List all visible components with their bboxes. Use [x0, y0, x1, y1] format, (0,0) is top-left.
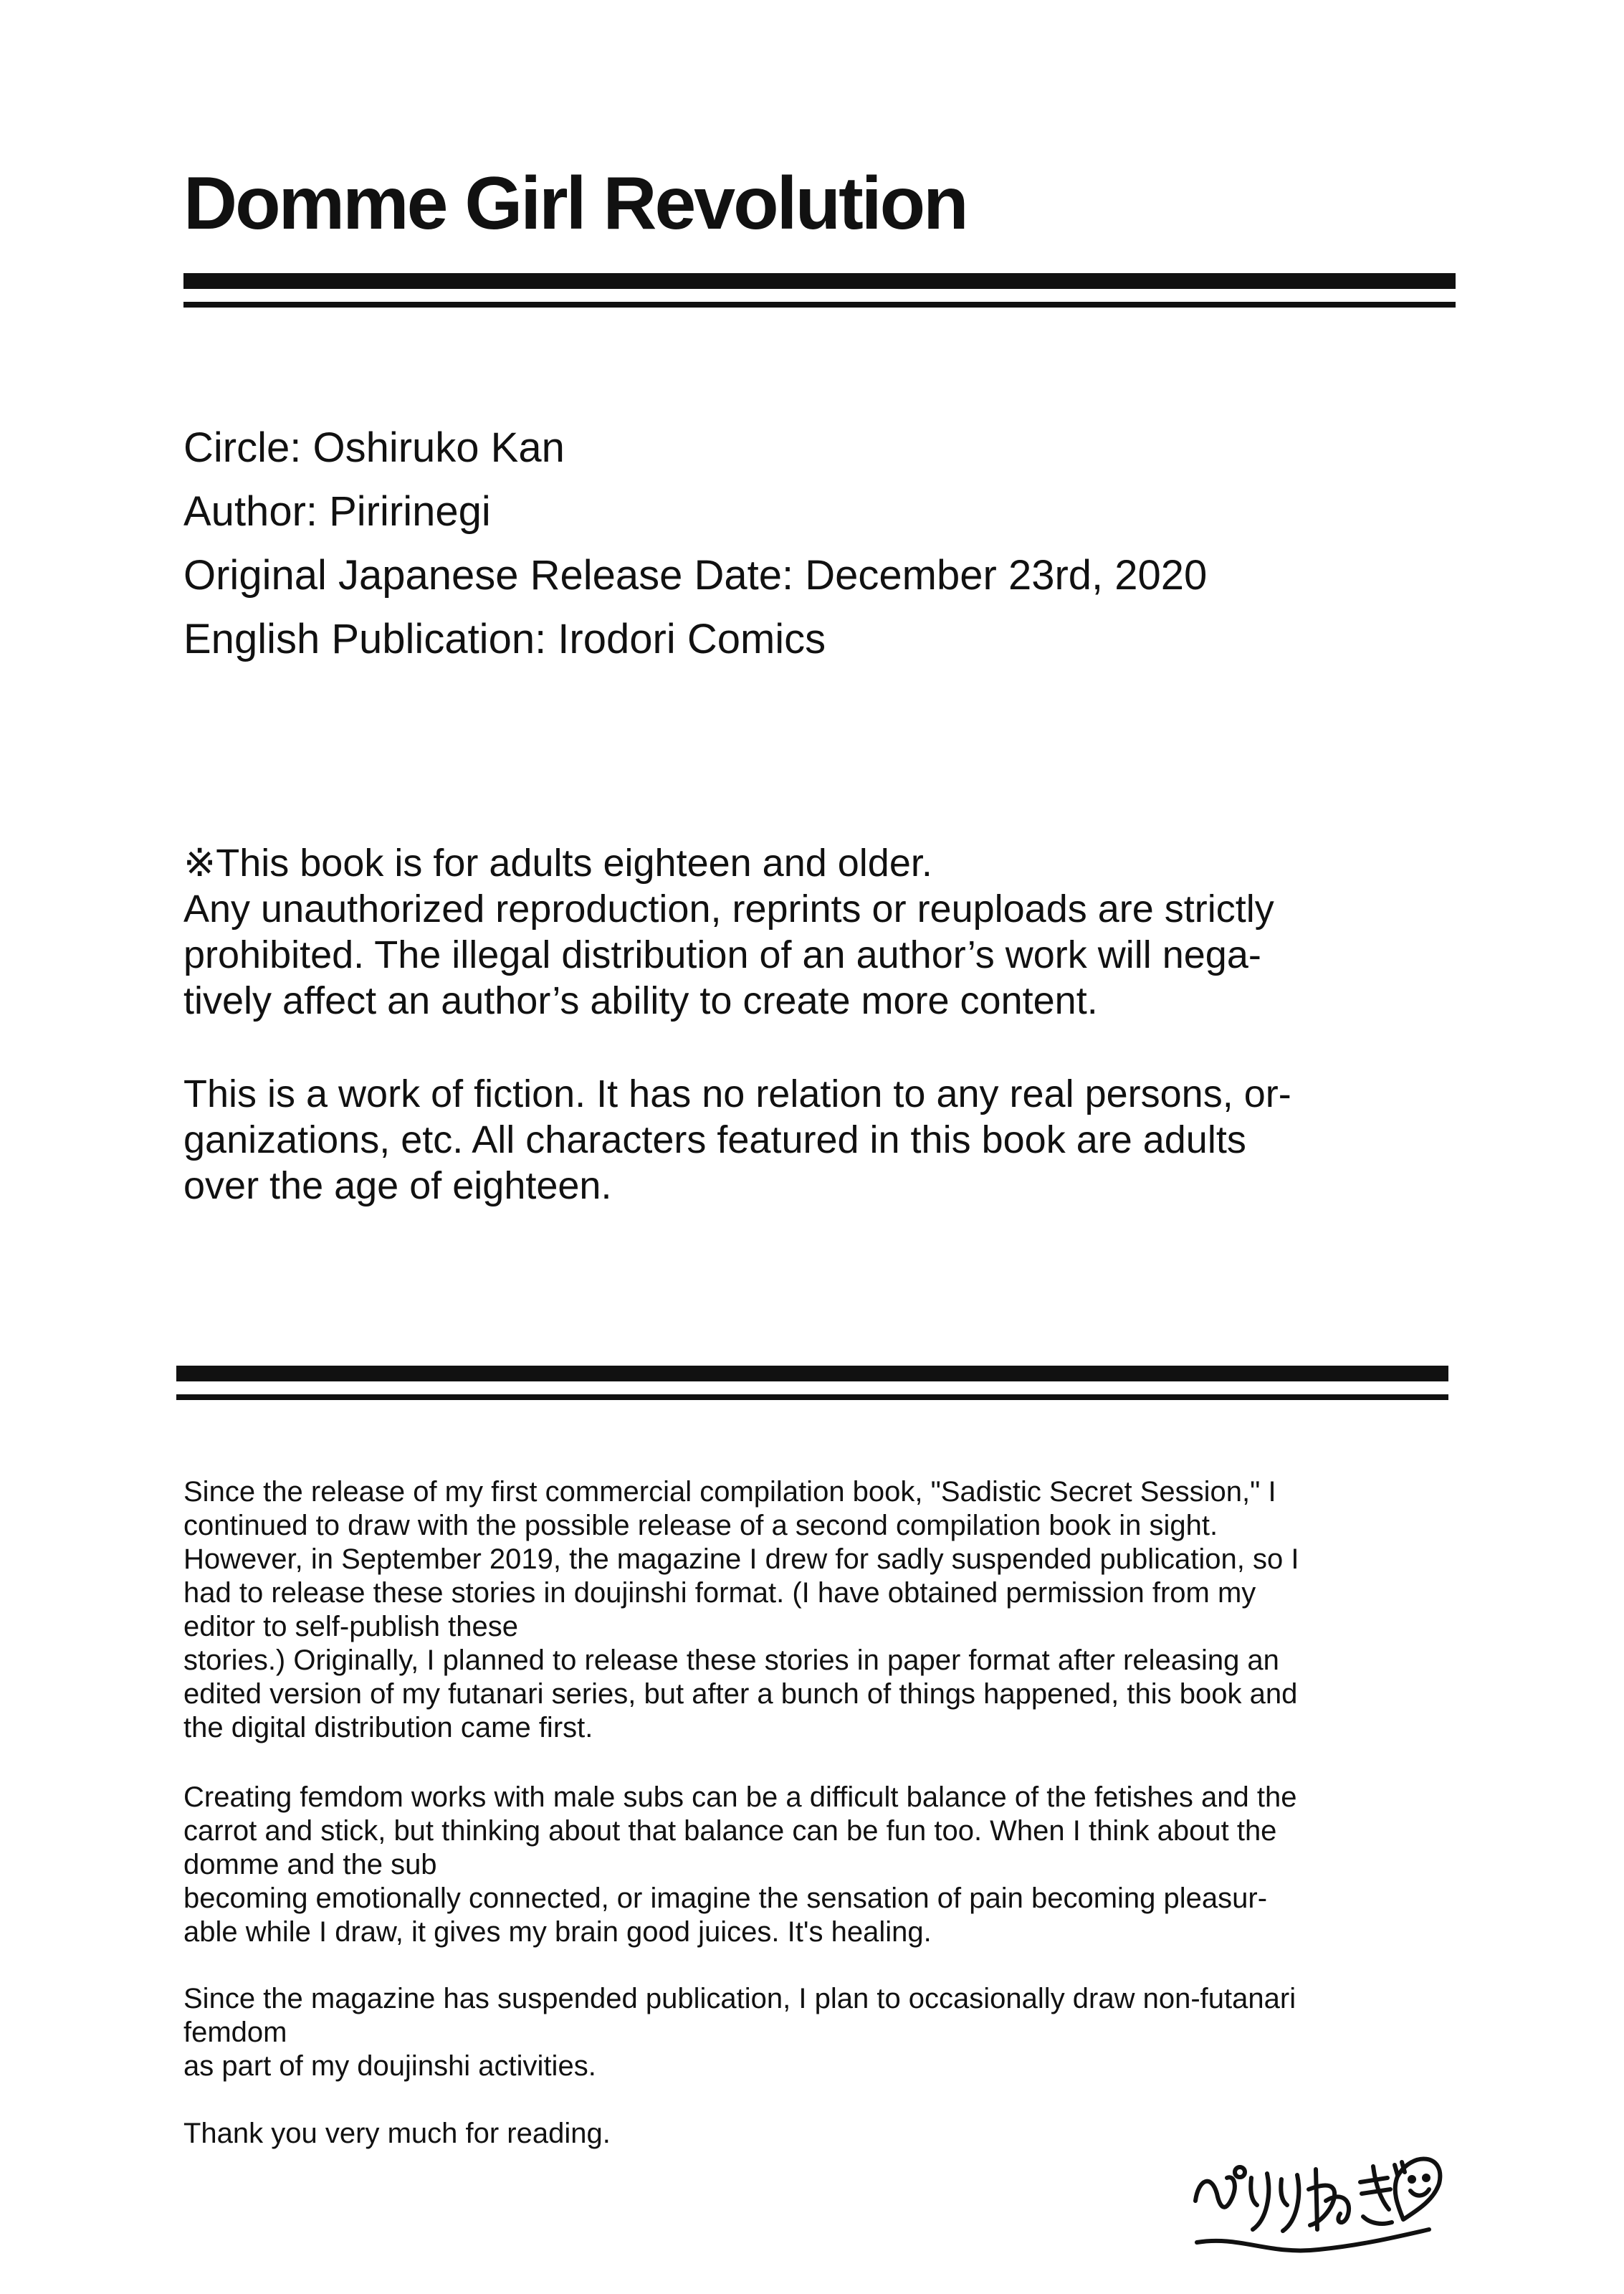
- credits-list: [183, 416, 1207, 671]
- adult-notice: ※This book is for adults eighteen and older. Any unauthorized reproduction, reprints or reuploads are strictly prohibited. The illegal distribution of an author’s work will nega- tively affect an author’s ability to create more content.: [183, 842, 1274, 1022]
- credit-circle: Circle: Oshiruko Kan: [183, 424, 565, 471]
- credit-author: Author: Piririnegi: [183, 488, 491, 535]
- book-title: Domme Girl Revolution: [183, 162, 967, 245]
- afterword-rule-thick: [176, 1366, 1448, 1381]
- afterword-rule-thin: [176, 1394, 1448, 1400]
- afterword-paragraph: Since the magazine has suspended publication, I plan to occasionally draw non-futanari femdom as part of my doujinshi activities.: [183, 1983, 1296, 2082]
- title-rule-thick: [183, 273, 1456, 289]
- author-signature: [1183, 2122, 1455, 2272]
- afterword-paragraph: Since the release of my first commercial compilation book, "Sadistic Secret Session," I continued to draw with the possible release of a second compilation book in sight. However, in September 2019, the magazine I drew for sadly suspended publication, so I had to release these stories in doujinshi format. (I have obtained permission from my editor to self-publish these stories.) Originally, I planned to release these stories in paper format after releasing an edited version of my futanari series, but after a bunch of things happened, this book and the digital distribution came first.: [183, 1476, 1299, 1743]
- afterword-paragraph: Creating femdom works with male subs can be a difficult balance of the fetishes and the carrot and stick, but thinking about that balance can be fun too. When I think about the domme and the sub becoming emotionally connected, or imagine the sensation of pain becoming pleasur- able while I draw, it gives my brain good juices. It's healing.: [183, 1781, 1297, 1948]
- credit-release-date: Original Japanese Release Date: December 23rd, 2020: [183, 552, 1208, 599]
- fiction-notice: This is a work of fiction. It has no relation to any real persons, or- ganizations, etc. All characters featured in this book are adults over the age of eighteen.: [183, 1072, 1291, 1207]
- title-rule-thin: [183, 302, 1456, 308]
- afterword-closing: Thank you very much for reading.: [183, 2118, 611, 2149]
- credit-publisher: English Publication: Irodori Comics: [183, 616, 826, 662]
